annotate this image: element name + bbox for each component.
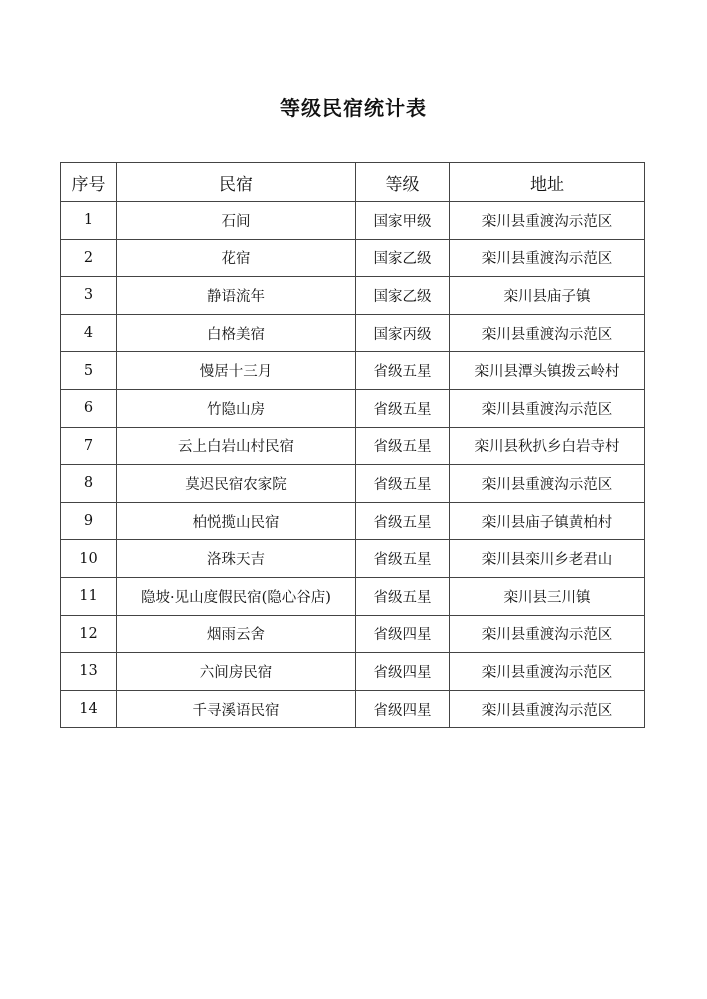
- cell-seq: 7: [61, 427, 117, 465]
- cell-grade: 省级五星: [356, 427, 450, 465]
- cell-grade: 省级五星: [356, 465, 450, 503]
- cell-name: 千寻溪语民宿: [117, 690, 356, 728]
- cell-address: 栾川县秋扒乡白岩寺村: [450, 427, 645, 465]
- cell-name: 烟雨云舍: [117, 615, 356, 653]
- cell-address: 栾川县重渡沟示范区: [450, 239, 645, 277]
- cell-address: 栾川县三川镇: [450, 577, 645, 615]
- cell-seq: 9: [61, 502, 117, 540]
- table-row: [61, 653, 645, 691]
- cell-address: 栾川县重渡沟示范区: [450, 465, 645, 503]
- table-row: [61, 352, 645, 390]
- cell-grade: 省级五星: [356, 389, 450, 427]
- cell-seq: 10: [61, 540, 117, 578]
- cell-address: 栾川县栾川乡老君山: [450, 540, 645, 578]
- cell-name: 柏悦揽山民宿: [117, 502, 356, 540]
- table-row: [61, 277, 645, 315]
- header-seq: 序号: [61, 163, 117, 202]
- cell-name: 莫迟民宿农家院: [117, 465, 356, 503]
- cell-name: 洛珠天吉: [117, 540, 356, 578]
- table-row: [61, 577, 645, 615]
- table-row: [61, 389, 645, 427]
- cell-address: 栾川县重渡沟示范区: [450, 202, 645, 240]
- cell-grade: 省级五星: [356, 502, 450, 540]
- cell-seq: 6: [61, 389, 117, 427]
- cell-grade: 省级四星: [356, 653, 450, 691]
- cell-grade: 省级四星: [356, 690, 450, 728]
- table-row: [61, 540, 645, 578]
- cell-address: 栾川县庙子镇: [450, 277, 645, 315]
- table-row: [61, 239, 645, 277]
- homestay-table: [60, 162, 645, 728]
- cell-grade: 省级五星: [356, 352, 450, 390]
- cell-grade: 省级五星: [356, 577, 450, 615]
- header-name: 民宿: [117, 163, 356, 202]
- cell-grade: 国家乙级: [356, 277, 450, 315]
- cell-grade: 国家乙级: [356, 239, 450, 277]
- cell-name: 六间房民宿: [117, 653, 356, 691]
- cell-seq: 5: [61, 352, 117, 390]
- cell-address: 栾川县重渡沟示范区: [450, 389, 645, 427]
- table-header-row: [61, 163, 645, 202]
- cell-grade: 省级五星: [356, 540, 450, 578]
- table-row: [61, 502, 645, 540]
- cell-seq: 4: [61, 314, 117, 352]
- document-title: 等级民宿统计表: [280, 96, 427, 120]
- cell-seq: 3: [61, 277, 117, 315]
- cell-seq: 2: [61, 239, 117, 277]
- table-row: [61, 314, 645, 352]
- cell-seq: 14: [61, 690, 117, 728]
- cell-seq: 13: [61, 653, 117, 691]
- cell-seq: 8: [61, 465, 117, 503]
- cell-name: 云上白岩山村民宿: [117, 427, 356, 465]
- header-address: 地址: [450, 163, 645, 202]
- cell-address: 栾川县庙子镇黄柏村: [450, 502, 645, 540]
- cell-seq: 1: [61, 202, 117, 240]
- cell-address: 栾川县重渡沟示范区: [450, 314, 645, 352]
- cell-grade: 国家甲级: [356, 202, 450, 240]
- cell-grade: 省级四星: [356, 615, 450, 653]
- table-row: [61, 202, 645, 240]
- cell-name: 竹隐山房: [117, 389, 356, 427]
- table-row: [61, 690, 645, 728]
- cell-name: 静语流年: [117, 277, 356, 315]
- table-row: [61, 465, 645, 503]
- cell-address: 栾川县重渡沟示范区: [450, 690, 645, 728]
- cell-name: 隐坡·见山度假民宿(隐心谷店): [117, 577, 356, 615]
- cell-name: 花宿: [117, 239, 356, 277]
- table-row: [61, 427, 645, 465]
- cell-grade: 国家丙级: [356, 314, 450, 352]
- cell-seq: 12: [61, 615, 117, 653]
- cell-name: 石间: [117, 202, 356, 240]
- cell-seq: 11: [61, 577, 117, 615]
- cell-address: 栾川县潭头镇拨云岭村: [450, 352, 645, 390]
- cell-name: 白格美宿: [117, 314, 356, 352]
- header-grade: 等级: [356, 163, 450, 202]
- cell-address: 栾川县重渡沟示范区: [450, 653, 645, 691]
- cell-address: 栾川县重渡沟示范区: [450, 615, 645, 653]
- cell-name: 慢居十三月: [117, 352, 356, 390]
- table-row: [61, 615, 645, 653]
